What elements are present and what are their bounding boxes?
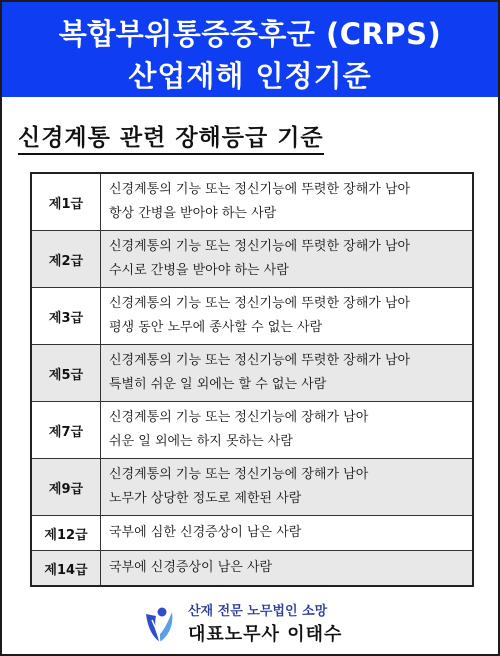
grade-label: 제1급	[31, 173, 101, 231]
grade-description	[101, 345, 474, 402]
banner-title-line2: 산업재해 인정기준	[128, 59, 372, 93]
description-line: 신경계통의 기능 또는 정신기능에 뚜렷한 장해가 남아	[109, 296, 411, 311]
footer-tagline: 산재 전문 노무법인 소망	[188, 604, 328, 619]
grade-label: 제3급	[31, 288, 101, 345]
grade-row	[31, 345, 473, 402]
description-line: 신경계통의 기능 또는 정신기능에 뚜렷한 장해가 남아	[109, 182, 411, 197]
grade-row	[31, 551, 473, 587]
description-line: 국부에 심한 신경증상이 남은 사람	[109, 525, 302, 540]
description-line: 항상 간병을 받아야 하는 사람	[109, 206, 277, 221]
grade-table	[30, 172, 474, 587]
footer	[142, 600, 402, 648]
section-title: 신경계통 관련 장해등급 기준	[18, 124, 324, 155]
grade-row	[31, 516, 473, 551]
grade-row	[31, 231, 473, 288]
grade-row	[31, 402, 473, 459]
description-line: 쉬운 일 외에는 하지 못하는 사람	[109, 434, 293, 449]
grade-label: 제14급	[31, 551, 101, 587]
description-line: 평생 동안 노무에 종사할 수 없는 사람	[109, 320, 323, 335]
grade-label: 제5급	[31, 345, 101, 402]
description-line: 신경계통의 기능 또는 정신기능에 장해가 남아	[109, 410, 369, 425]
description-line: 신경계통의 기능 또는 정신기능에 뚜렷한 장해가 남아	[109, 239, 411, 254]
grade-row	[31, 173, 473, 231]
description-line: 국부에 신경증상이 남은 사람	[109, 560, 273, 575]
banner-title-line1: 복합부위통증증후군 (CRPS)	[58, 17, 442, 51]
description-line: 수시로 간병을 받아야 하는 사람	[109, 263, 289, 278]
description-line: 노무가 상당한 정도로 제한된 사람	[109, 491, 302, 506]
grade-description	[101, 516, 474, 551]
hope-logo-icon	[142, 604, 176, 644]
grade-description	[101, 231, 474, 288]
grade-label: 제2급	[31, 231, 101, 288]
description-line: 특별히 쉬운 일 외에는 할 수 없는 사람	[109, 377, 327, 392]
grade-description	[101, 551, 474, 587]
footer-name: 대표노무사 이태수	[188, 624, 343, 645]
description-line: 신경계통의 기능 또는 정신기능에 뚜렷한 장해가 남아	[109, 353, 411, 368]
grade-row	[31, 459, 473, 516]
grade-label: 제12급	[31, 516, 101, 551]
grade-label: 제7급	[31, 402, 101, 459]
title-banner	[2, 2, 498, 97]
grade-row	[31, 288, 473, 345]
grade-label: 제9급	[31, 459, 101, 516]
description-line: 신경계통의 기능 또는 정신기능에 장해가 남아	[109, 467, 369, 482]
grade-description	[101, 288, 474, 345]
grade-description	[101, 173, 474, 231]
grade-description	[101, 402, 474, 459]
grade-description	[101, 459, 474, 516]
